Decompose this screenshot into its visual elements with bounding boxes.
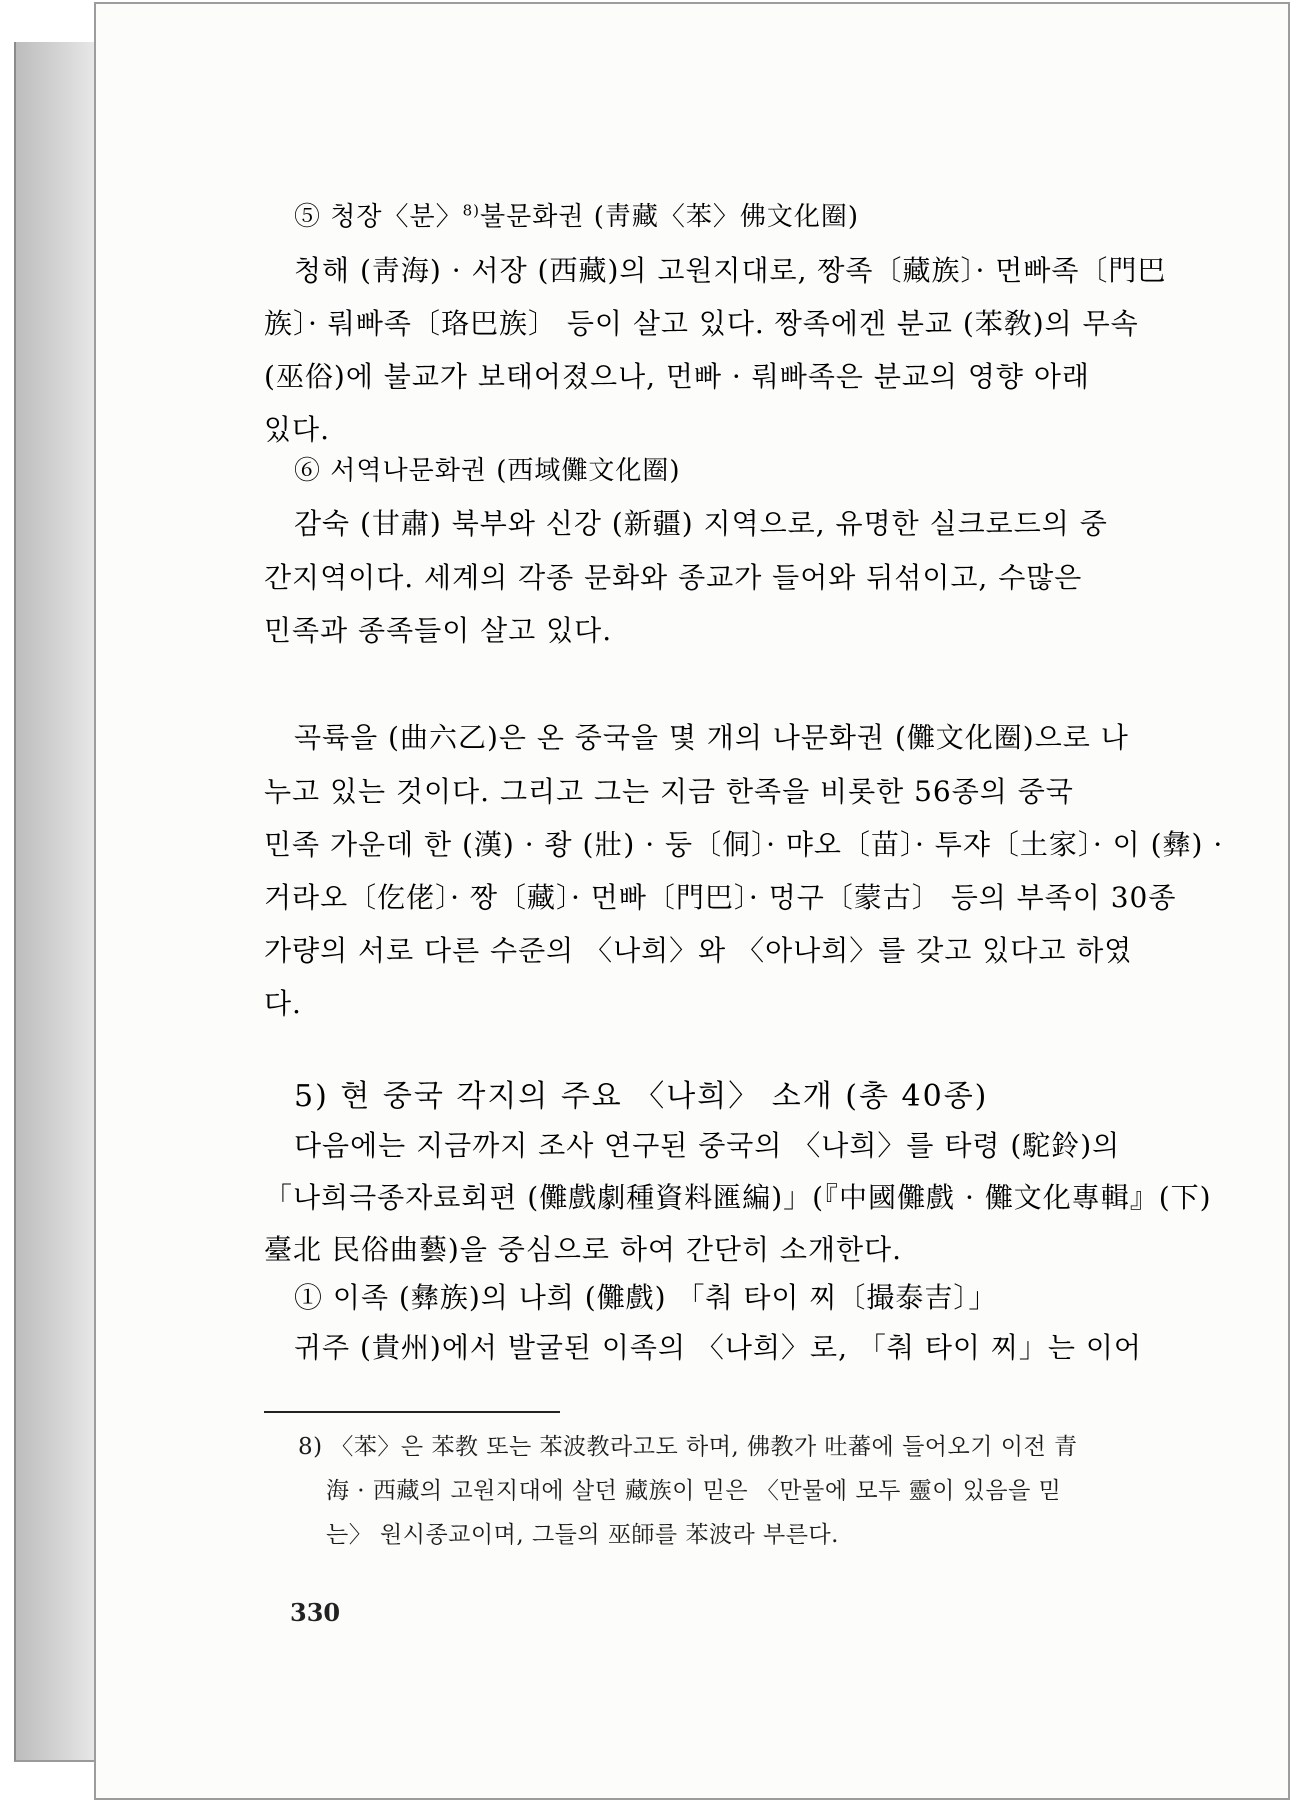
book-spine bbox=[14, 42, 96, 1762]
paragraph-qu-line-6: 다. bbox=[264, 987, 302, 1020]
section-5-heading-text-2: 불문화권 (靑藏〈苯〉佛文化圈) bbox=[480, 202, 860, 232]
section-5-heading bbox=[294, 196, 859, 233]
page-number: 330 bbox=[290, 1598, 341, 1627]
footnote-line-2: 海 · 西藏의 고원지대에 살던 藏族이 믿은 〈만물에 모두 靈이 있음을 믿 bbox=[326, 1478, 1062, 1504]
section-6-line-2: 간지역이다. 세계의 각종 문화와 종교가 들어와 뒤섞이고, 수많은 bbox=[264, 561, 1083, 594]
section-heading-5: 5) 현 중국 각지의 주요 〈나희〉 소개 (총 40종) bbox=[294, 1079, 989, 1114]
paragraph-intro-line-1: 다음에는 지금까지 조사 연구된 중국의 〈나희〉를 타령 (駝鈴)의 bbox=[294, 1129, 1121, 1162]
footnote-separator bbox=[264, 1411, 560, 1413]
paragraph-intro-line-2: 「나희극종자료회편 (儺戲劇種資料匯編)」(『中國儺戲 · 儺文化專輯』(下) bbox=[264, 1181, 1212, 1214]
paragraph-intro-line-4: ① 이족 (彝族)의 나희 (儺戲) 「춰 타이 찌〔撮泰吉〕」 bbox=[294, 1281, 998, 1314]
paragraph-qu-line-5: 가량의 서로 다른 수준의 〈나희〉와 〈아나희〉를 갖고 있다고 하였 bbox=[264, 934, 1133, 967]
footnote-ref-8: 8) bbox=[462, 201, 481, 220]
footnote-line-3: 는〉 원시종교이며, 그들의 巫師를 苯波라 부른다. bbox=[326, 1522, 839, 1548]
section-5-line-1: 청해 (靑海) · 서장 (西藏)의 고원지대로, 짱족〔藏族〕· 먼빠족〔門巴 bbox=[294, 254, 1167, 287]
footnote-line-1: 8) 〈苯〉은 苯教 또는 苯波教라고도 하며, 佛教가 吐蕃에 들어오기 이전 青 bbox=[298, 1434, 1078, 1460]
section-5-line-4: 있다. bbox=[264, 413, 330, 446]
section-6-heading: ⑥ 서역나문화권 (西域儺文化圈) bbox=[294, 456, 681, 486]
paragraph-qu-line-3: 민족 가운데 한 (漢) · 좡 (壯) · 둥〔侗〕· 먀오〔苗〕· 투쟈〔土家〕· 이 (彝) · bbox=[264, 828, 1224, 861]
paragraph-qu-line-4: 거라오〔仡佬〕· 짱〔藏〕· 먼빠〔門巴〕· 멍구〔蒙古〕 등의 부족이 30종 bbox=[264, 881, 1177, 914]
paragraph-intro-line-5: 귀주 (貴州)에서 발굴된 이족의 〈나희〉로, 「춰 타이 찌」는 이어 bbox=[294, 1331, 1142, 1364]
section-6-line-3: 민족과 종족들이 살고 있다. bbox=[264, 614, 613, 647]
paragraph-qu-line-2: 누고 있는 것이다. 그리고 그는 지금 한족을 비롯한 56종의 중국 bbox=[264, 775, 1074, 808]
paragraph-intro-line-3: 臺北 民俗曲藝)을 중심으로 하여 간단히 소개한다. bbox=[264, 1233, 903, 1266]
section-6-line-1: 감숙 (甘肅) 북부와 신강 (新疆) 지역으로, 유명한 실크로드의 중 bbox=[294, 507, 1108, 540]
section-5-line-2: 族〕· 뤄빠족〔珞巴族〕 등이 살고 있다. 짱족에겐 분교 (苯敎)의 무속 bbox=[264, 307, 1139, 340]
paragraph-qu-line-1: 곡륙을 (曲六乙)은 온 중국을 몇 개의 나문화권 (儺文化圈)으로 나 bbox=[294, 721, 1129, 754]
section-5-heading-text: ⑤ 청장〈분〉 bbox=[294, 202, 463, 232]
section-5-line-3: (巫俗)에 불교가 보태어졌으나, 먼빠 · 뤄빠족은 분교의 영향 아래 bbox=[264, 360, 1090, 393]
